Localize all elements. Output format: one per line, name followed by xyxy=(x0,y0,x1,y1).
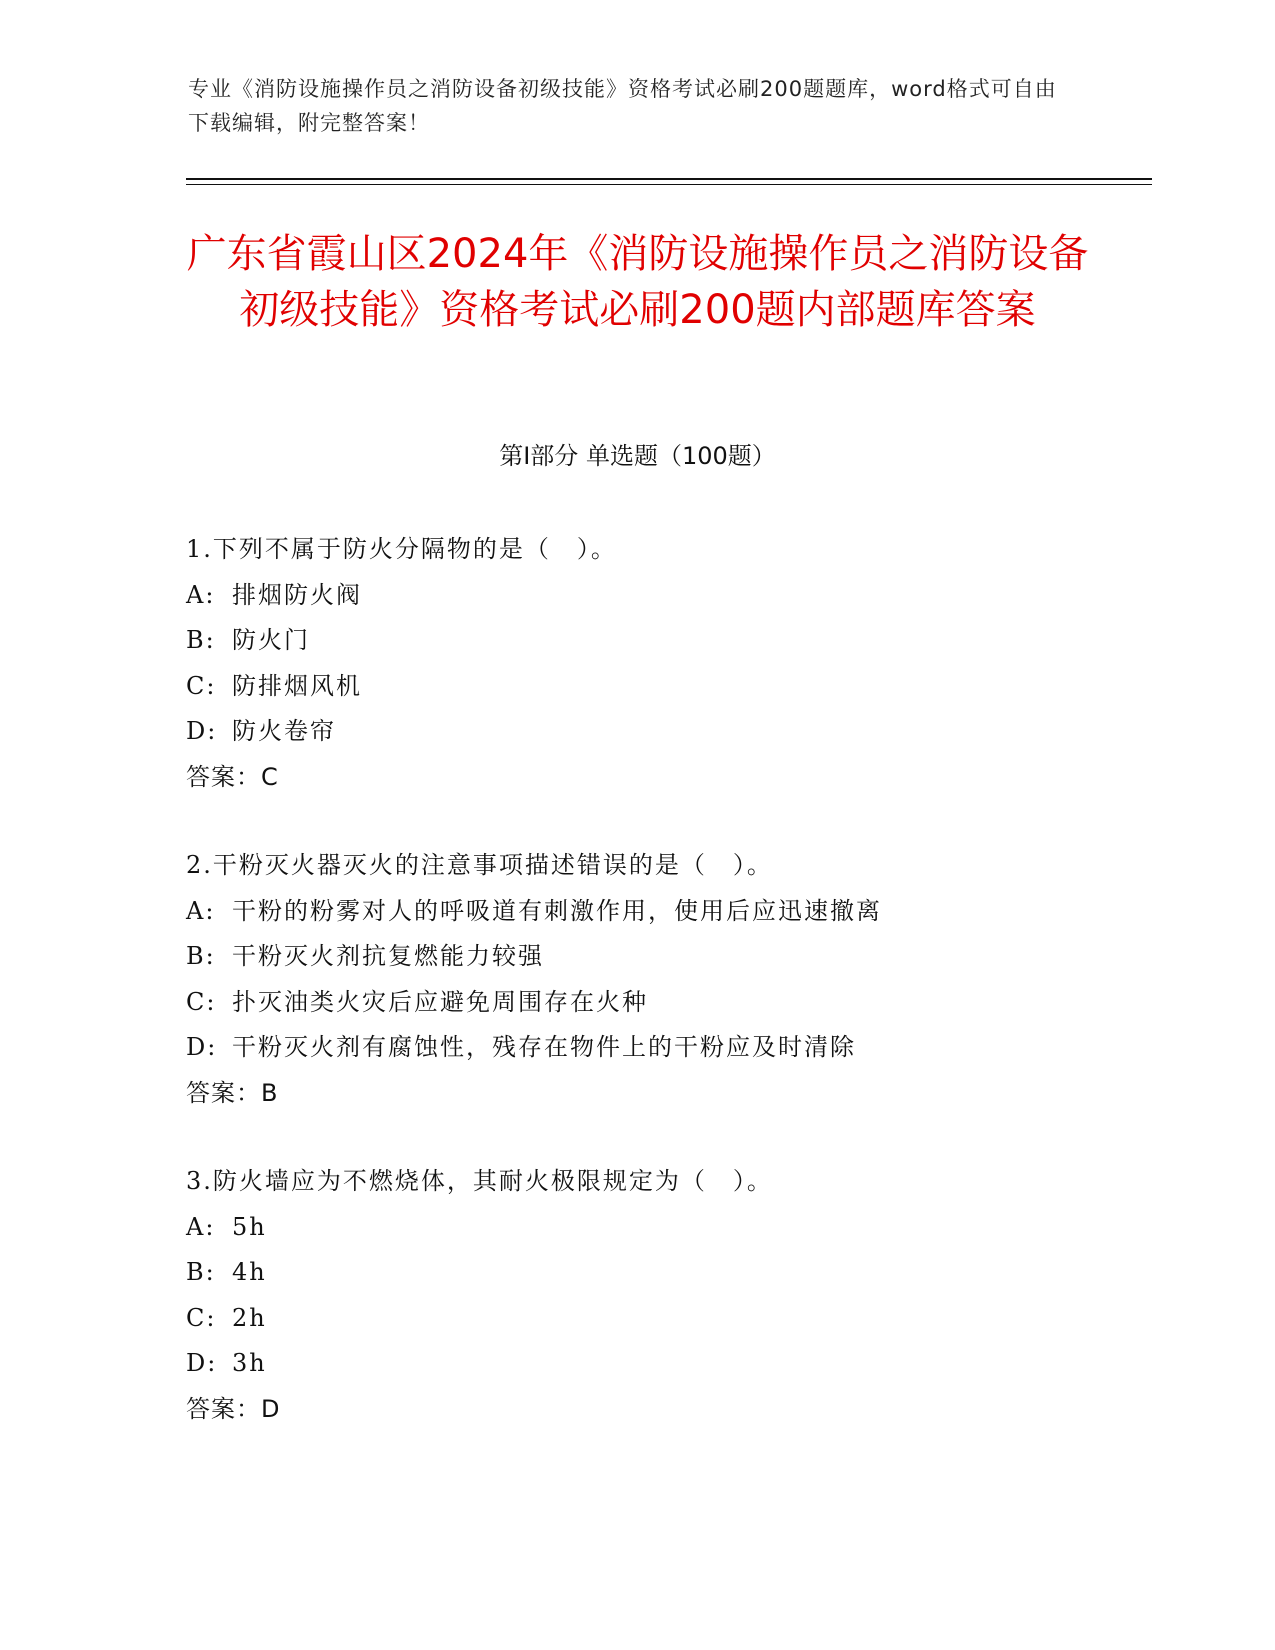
option-text: 防排烟风机 xyxy=(232,671,362,700)
header-divider-thin xyxy=(186,184,1152,185)
option-letter: C: xyxy=(186,987,217,1016)
option-text: 4h xyxy=(232,1258,267,1286)
option-b xyxy=(186,618,1136,664)
option-letter: D: xyxy=(186,1349,218,1377)
option-b xyxy=(186,1250,1136,1296)
answer: 答案：B xyxy=(186,1078,279,1107)
header-divider-thick xyxy=(186,178,1152,180)
option-letter: C: xyxy=(186,1303,217,1332)
option-letter: A: xyxy=(186,580,216,609)
option-letter: B: xyxy=(186,626,216,654)
answer: 答案：C xyxy=(186,762,279,791)
option-text: 3h xyxy=(232,1349,267,1377)
question-2 xyxy=(186,843,1136,1116)
option-c xyxy=(186,664,1136,710)
question-stem: 2.干粉灭火器灭火的注意事项描述错误的是（ ）。 xyxy=(186,851,773,879)
option-text: 干粉的粉雾对人的呼吸道有刺激作用，使用后应迅速撤离 xyxy=(232,896,882,925)
question-3 xyxy=(186,1159,1136,1432)
option-text: 2h xyxy=(232,1303,267,1332)
option-b xyxy=(186,934,1136,980)
question-1 xyxy=(186,527,1136,800)
option-a xyxy=(186,573,1136,619)
header-note: 专业《消防设施操作员之消防设备初级技能》资格考试必刷200题题库，word格式可自由下载编辑，附完整答案！ xyxy=(188,77,1057,135)
question-stem: 3.防火墙应为不燃烧体，其耐火极限规定为（ ）。 xyxy=(186,1167,773,1195)
option-text: 5h xyxy=(232,1212,267,1241)
option-d xyxy=(186,1341,1136,1387)
section-title: 第Ⅰ部分 单选题（100题） xyxy=(499,442,776,470)
option-d xyxy=(186,709,1136,755)
option-letter: A: xyxy=(186,896,216,925)
document-title: 广东省霞山区2024年《消防设施操作员之消防设备初级技能》资格考试必刷200题内部题库答案 xyxy=(186,231,1089,333)
option-letter: D: xyxy=(186,717,218,745)
option-text: 防火门 xyxy=(232,626,310,654)
option-a xyxy=(186,889,1136,935)
option-text: 扑灭油类火灾后应避免周围存在火种 xyxy=(232,987,648,1016)
option-letter: B: xyxy=(186,1258,216,1286)
option-letter: C: xyxy=(186,671,217,700)
option-letter: D: xyxy=(186,1033,218,1061)
option-d xyxy=(186,1025,1136,1071)
option-text: 排烟防火阀 xyxy=(232,580,362,609)
option-c xyxy=(186,980,1136,1026)
option-text: 防火卷帘 xyxy=(232,717,336,745)
option-a xyxy=(186,1205,1136,1251)
option-letter: A: xyxy=(186,1212,216,1241)
option-text: 干粉灭火剂抗复燃能力较强 xyxy=(232,942,544,970)
option-text: 干粉灭火剂有腐蚀性，残存在物件上的干粉应及时清除 xyxy=(232,1033,856,1061)
question-list xyxy=(186,527,1136,1475)
option-letter: B: xyxy=(186,942,216,970)
question-stem: 1.下列不属于防火分隔物的是（ ）。 xyxy=(186,535,617,563)
option-c xyxy=(186,1296,1136,1342)
answer: 答案：D xyxy=(186,1394,281,1423)
